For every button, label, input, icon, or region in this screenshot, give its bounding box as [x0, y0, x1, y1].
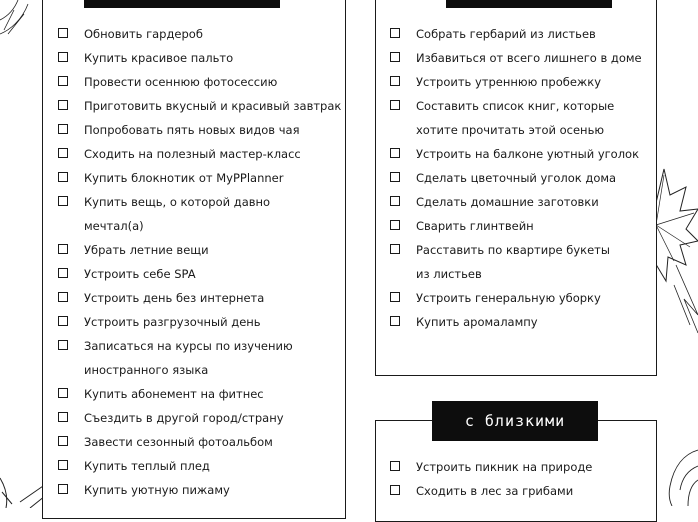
checkbox[interactable]	[390, 148, 400, 158]
checkbox[interactable]	[58, 412, 68, 422]
checkbox[interactable]	[390, 76, 400, 86]
checkbox[interactable]	[58, 76, 68, 86]
checkbox[interactable]	[390, 316, 400, 326]
checkbox[interactable]	[58, 316, 68, 326]
leaf-top-left-icon	[0, 0, 40, 50]
checkbox[interactable]	[58, 124, 68, 134]
checkbox[interactable]	[390, 461, 400, 471]
checkbox[interactable]	[390, 52, 400, 62]
checkbox[interactable]	[58, 52, 68, 62]
leaf-bottom-right-icon	[664, 446, 698, 506]
left-header-bar	[84, 0, 280, 8]
checkbox[interactable]	[390, 220, 400, 230]
checkbox[interactable]	[58, 172, 68, 182]
checkbox[interactable]	[390, 172, 400, 182]
checkbox[interactable]	[58, 484, 68, 494]
checkbox[interactable]	[58, 292, 68, 302]
checkbox[interactable]	[390, 244, 400, 254]
checkbox[interactable]	[58, 460, 68, 470]
checkbox[interactable]	[58, 388, 68, 398]
checkbox[interactable]	[58, 100, 68, 110]
checkbox[interactable]	[58, 268, 68, 278]
checkbox[interactable]	[390, 485, 400, 495]
right-header-bar	[446, 0, 612, 8]
checkbox[interactable]	[390, 292, 400, 302]
checkbox[interactable]	[390, 196, 400, 206]
checkbox[interactable]	[58, 244, 68, 254]
checkbox[interactable]	[58, 436, 68, 446]
checkbox[interactable]	[390, 100, 400, 110]
friends-section-title: с близкими	[432, 401, 598, 441]
checkbox[interactable]	[58, 340, 68, 350]
checkbox[interactable]	[390, 28, 400, 38]
checkbox[interactable]	[58, 28, 68, 38]
checkbox[interactable]	[58, 148, 68, 158]
checkbox[interactable]	[58, 196, 68, 206]
